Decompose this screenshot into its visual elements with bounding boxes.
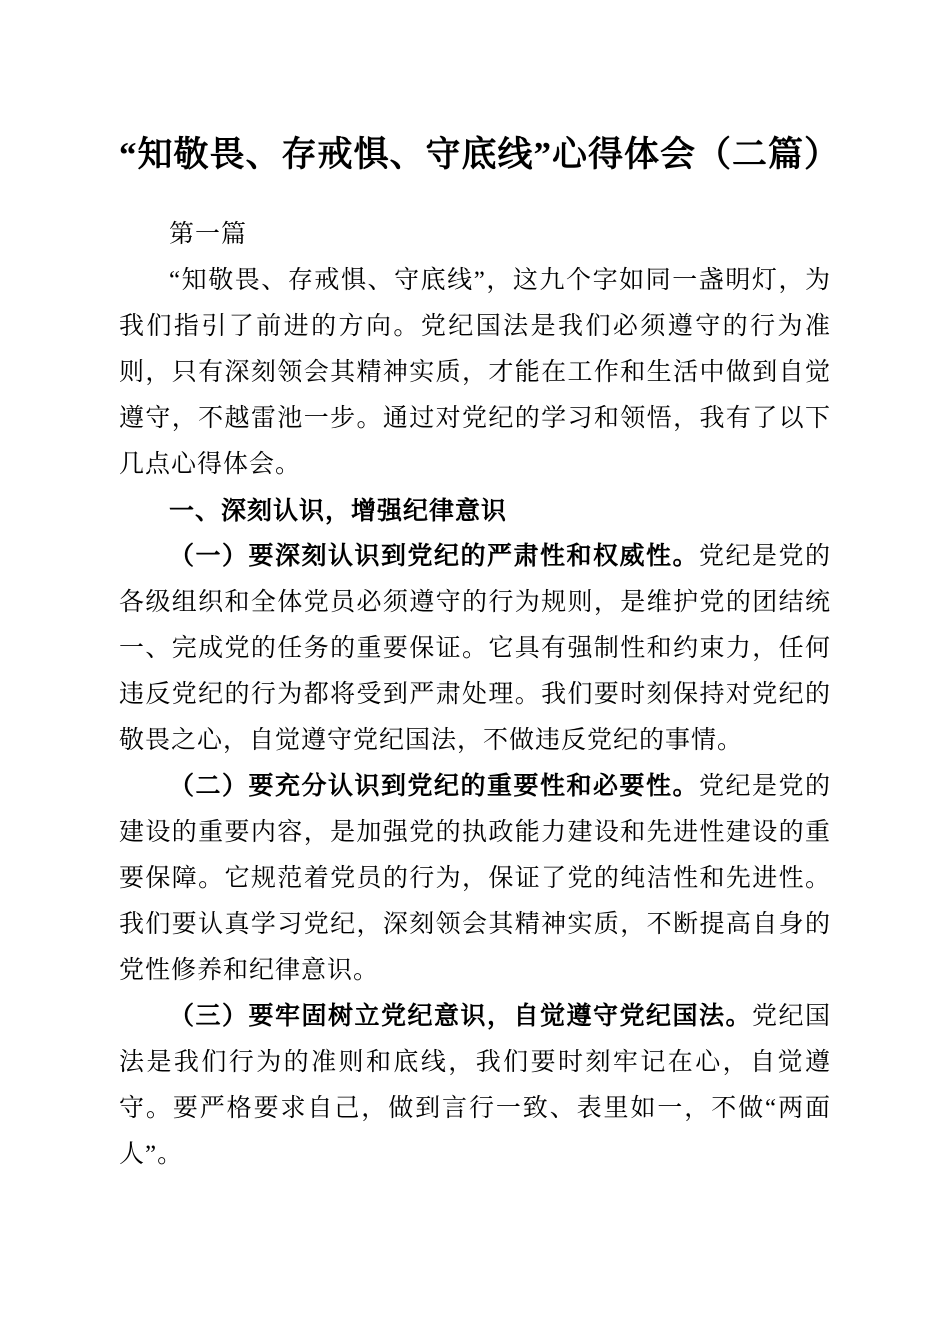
- point-2-body: 党纪是党的建设的重要内容，是加强党的执政能力建设和先进性建设的重要保障。它规范着党员的行为，保证了党的纯洁性和先进性。我们要认真学习党纪，深刻领会其精神实质，不断提高自身的党性修养和纪律意识。: [119, 773, 831, 984]
- intro-paragraph: “知敬畏、存戒惧、守底线”，这九个字如同一盏明灯，为我们指引了前进的方向。党纪国法是我们必须遵守的行为准则，只有深刻领会其精神实质，才能在工作和生活中做到自觉遵守，不越雷池一步。通过对党纪的学习和领悟，我有了以下几点心得体会。: [119, 267, 831, 478]
- point-paragraph-2: [119, 764, 831, 994]
- point-3-lead: （三）要牢固树立党纪意识，自觉遵守党纪国法。: [169, 1003, 752, 1030]
- point-2-lead: （二）要充分认识到党纪的重要性和必要性。: [169, 773, 699, 800]
- point-paragraph-1: [119, 534, 831, 764]
- section-heading-1: 一、深刻认识，增强纪律意识: [169, 497, 508, 525]
- point-3-body: 党纪国法是我们行为的准则和底线，我们要时刻牢记在心，自觉遵守。要严格要求自己，做到言行一致、表里如一，不做“两面人”。: [119, 1003, 831, 1168]
- point-1-body: 党纪是党的各级组织和全体党员必须遵守的行为规则，是维护党的团结统一、完成党的任务的重要保证。它具有强制性和约束力，任何违反党纪的行为都将受到严肃处理。我们要时刻保持对党纪的敬畏之心，自觉遵守党纪国法，不做违反党纪的事情。: [119, 543, 831, 754]
- document-title: “知敬畏、存戒惧、守底线”心得体会（二篇）: [119, 135, 841, 174]
- section-label: 第一篇: [169, 221, 248, 248]
- point-1-lead: （一）要深刻认识到党纪的严肃性和权威性。: [169, 543, 699, 570]
- point-paragraph-3: [119, 994, 831, 1178]
